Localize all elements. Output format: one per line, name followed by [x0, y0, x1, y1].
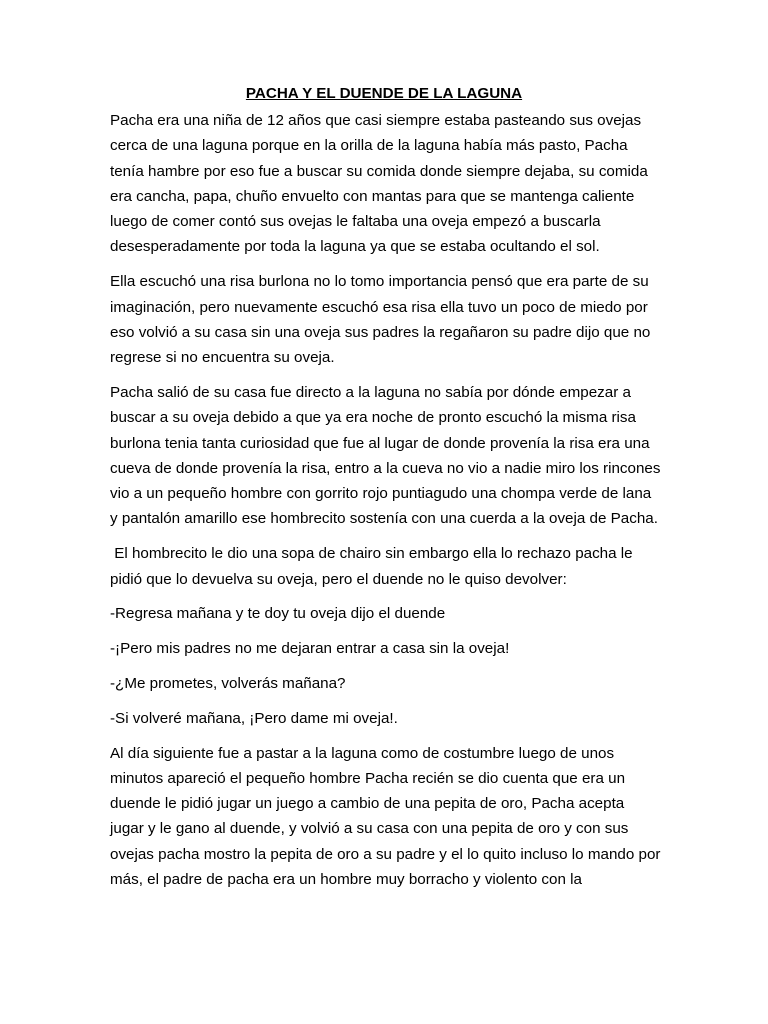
dialogue-line-4: -Si volveré mañana, ¡Pero dame mi oveja!.: [110, 709, 398, 727]
paragraph-2: Ella escuchó una risa burlona no lo tomo importancia pensó que era parte de su imaginación, pero nuevamente escuchó esa risa ella tuvo un poco de miedo por eso volvió a su casa sin una oveja sus padres la regañaron su padre dijo que no regrese si no encuentra su oveja.: [110, 273, 651, 367]
paragraph-3: Pacha salió de su casa fue directo a la laguna no sabía por dónde empezar a buscar a su oveja debido a que ya era noche de pronto escuchó la misma risa burlona tenia tanta curiosidad que fue al lugar de donde provenía la risa era una cueva de donde provenía la risa, entro a la cueva no vio a nadie miro los rincones vio a un pequeño hombre con gorrito rojo puntiagudo una chompa verde de lana y pantalón amarillo ese hombrecito sostenía con una cuerda a la oveja de Pacha.: [110, 383, 661, 528]
document-title: PACHA Y EL DUENDE DE LA LAGUNA: [245, 85, 523, 102]
dialogue-line-3: -¿Me prometes, volverás mañana?: [110, 674, 346, 692]
dialogue-line-2: -¡Pero mis padres no me dejaran entrar a casa sin la oveja!: [110, 640, 510, 658]
paragraph-1: Pacha era una niña de 12 años que casi siempre estaba pasteando sus ovejas cerca de una laguna porque en la orilla de la laguna había más pasto, Pacha tenía hambre por eso fue a buscar su comida donde siempre dejaba, su comida era cancha, papa, chuño envuelto con mantas para que se mantenga caliente luego de comer contó sus ovejas le faltaba una oveja empezó a buscarla desesperadamente por toda la laguna ya que se estaba ocultando el sol.: [110, 112, 648, 256]
dialogue-line-1: -Regresa mañana y te doy tu oveja dijo el duende: [110, 605, 446, 623]
document-body: [110, 82, 662, 902]
paragraph-5: Al día siguiente fue a pastar a la laguna como de costumbre luego de unos minutos apareció el pequeño hombre Pacha recién se dio cuenta que era un duende le pidió jugar un juego a cambio de una pepita de oro, Pacha acepta jugar y le gano al duende, y volvió a su casa con una pepita de oro y con sus ovejas pacha mostro la pepita de oro a su padre y el lo quito incluso lo mando por más, el padre de pacha era un hombre muy borracho y violento con la: [110, 744, 661, 889]
paragraph-4: El hombrecito le dio una sopa de chairo sin embargo ella lo rechazo pacha le pidió que lo devuelva su oveja, pero el duende no le quiso devolver:: [110, 545, 637, 588]
